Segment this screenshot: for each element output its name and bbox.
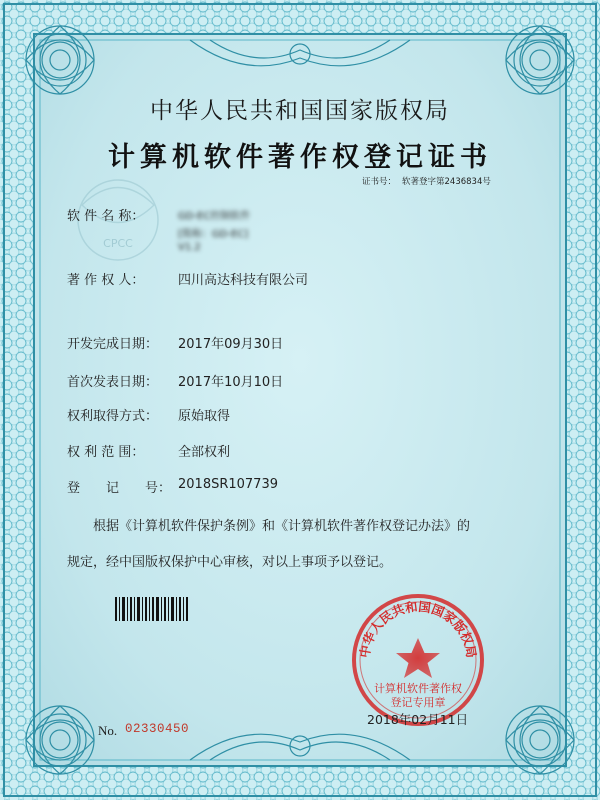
serial-label: No.: [98, 723, 118, 738]
seal-ring-text: 中华人民共和国国家版权局: [356, 598, 480, 659]
seal-inner-line1: 计算机软件著作权: [374, 682, 462, 695]
serial-number: 02330450: [125, 722, 190, 736]
completion-date-label: 开发完成日期：: [67, 337, 159, 352]
rights-scope-label: 权 利 范 围：: [67, 445, 145, 460]
copyright-holder-value: 四川高达科技有限公司: [178, 273, 309, 288]
watermark-text: CPCC: [103, 237, 133, 250]
statement-line-2: 规定，经中国版权保护中心审核，对以上事项予以登记。: [67, 555, 393, 570]
copyright-holder-label: 著 作 权 人：: [67, 273, 145, 288]
seal-inner-line2: 登记专用章: [390, 696, 446, 709]
certificate-number-label: 证书号：: [362, 177, 397, 187]
software-name-line1: GD-EC控制软件: [178, 211, 251, 222]
rights-scope-value: 全部权利: [178, 445, 231, 460]
publication-date-value: 2017年10月10日: [178, 375, 284, 390]
software-name-line2: [简称：GD-EC]: [178, 229, 249, 240]
statement-line-1: 根据《计算机软件保护条例》和《计算机软件著作权登记办法》的: [93, 519, 471, 534]
software-version: V1.2: [178, 242, 201, 253]
publication-date-label: 首次发表日期：: [67, 375, 159, 390]
completion-date-value: 2017年09月30日: [178, 337, 284, 352]
seal-text-layer: [354, 596, 482, 724]
software-name-label: 软 件 名 称：: [67, 209, 145, 224]
registration-number-label: 登 记 号：: [67, 481, 172, 496]
issuer-name: 中华人民共和国国家版权局: [150, 98, 450, 124]
certificate-number-value: 软著登字第2436834号: [402, 177, 491, 187]
rights-acquisition-value: 原始取得: [178, 409, 231, 424]
rights-acquisition-label: 权利取得方式：: [67, 409, 159, 424]
document-title: 计算机软件著作权登记证书: [108, 142, 492, 173]
issue-date: 2018年02月11日: [367, 712, 469, 727]
svg-text:中华人民共和国国家版权局: [357, 599, 479, 660]
registration-number-value: 2018SR107739: [178, 477, 278, 492]
certificate-number: [362, 175, 491, 187]
barcode: [115, 597, 188, 621]
